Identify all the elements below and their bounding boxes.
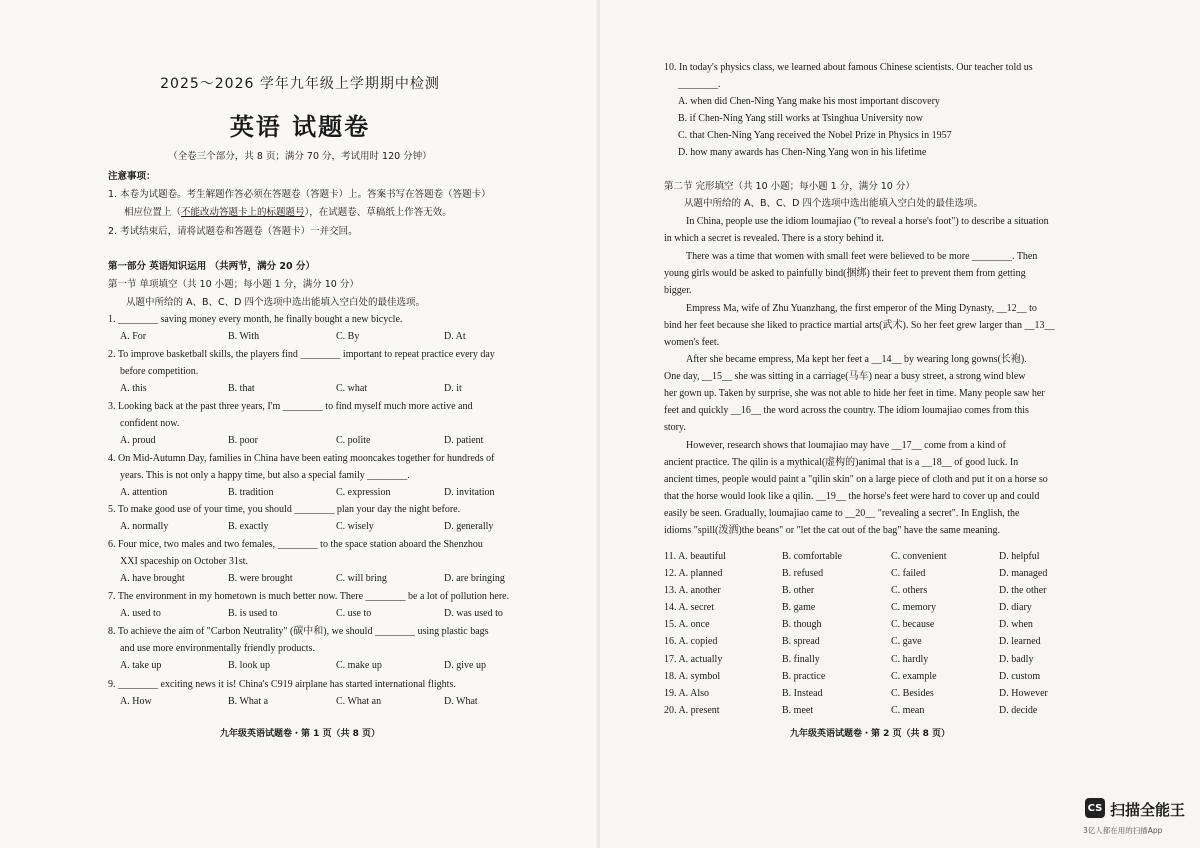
cloze-option: 11. A. beautiful <box>664 551 726 562</box>
passage-line: feet and quickly __16__ the word across the country. The idiom loumajiao comes from this <box>664 405 1029 416</box>
cloze-option: 13. A. another <box>664 585 721 596</box>
option: B. that <box>228 383 255 394</box>
exam-title: 2025～2026 学年九年级上学期期中检测 <box>160 76 440 92</box>
note-1-pre: 相应位置上（ <box>124 207 182 218</box>
question-7-stem: 7. The environment in my hometown is much better now. There ________ be a lot of pollution here. <box>108 591 510 602</box>
option: D. What <box>444 696 478 707</box>
cloze-option: B. meet <box>782 705 814 716</box>
option: A. normally <box>120 521 169 532</box>
passage-line: Empress Ma, wife of Zhu Yuanzhang, the first emperor of the Ming Dynasty, __12__ to <box>686 303 1037 314</box>
cloze-option: 18. A. symbol <box>664 671 721 682</box>
option: B. poor <box>228 435 258 446</box>
passage-line: easily be seen. Gradually, loumajiao came to __20__ "revealing a secret". In English, the <box>664 508 1020 519</box>
option: A. used to <box>120 608 161 619</box>
cloze-option: C. gave <box>891 636 922 647</box>
question-10-stem-cont: ________. <box>678 79 721 90</box>
option: A. proud <box>120 435 156 446</box>
option: B. were brought <box>228 573 293 584</box>
option: D. At <box>444 331 466 342</box>
question-6-stem-cont: XXI spaceship on October 31st. <box>120 556 249 567</box>
question-8-stem: 8. To achieve the aim of "Carbon Neutrality" (碳中和), we should ________ using plastic bags <box>108 626 489 637</box>
passage-line: bind her feet because she liked to practice martial arts(武术). So her feet grew larger than __13__ <box>664 320 1055 331</box>
part1-heading: 第一部分 英语知识运用 （共两节，满分 20 分） <box>108 261 315 272</box>
cloze-option: B. game <box>782 602 816 613</box>
watermark-name: 扫描全能王 <box>1110 801 1186 819</box>
option: B. tradition <box>228 487 274 498</box>
note-1: 1. 本卷为试题卷。考生解题作答必须在答题卷（答题卡）上。答案书写在答题卷（答题卡） <box>108 189 491 200</box>
cloze-option: D. when <box>999 619 1033 630</box>
cloze-option: 17. A. actually <box>664 654 723 665</box>
cloze-option: C. others <box>891 585 928 596</box>
question-10-option-c: C. that Chen-Ning Yang received the Nobel Prize in Physics in 1957 <box>678 130 952 141</box>
question-10-option-b: B. if Chen-Ning Yang still works at Tsinghua University now <box>678 113 923 124</box>
note-2: 2. 考试结束后，请将试题卷和答题卷（答题卡）一并交回。 <box>108 226 358 237</box>
note-1-underlined: 不能改动答题卡上的标题题号 <box>181 207 305 218</box>
cloze-option: B. finally <box>782 654 820 665</box>
option: B. What a <box>228 696 269 707</box>
question-10-option-a: A. when did Chen-Ning Yang make his most important discovery <box>678 96 940 107</box>
cloze-option: D. badly <box>999 654 1034 665</box>
option: A. take up <box>120 660 162 671</box>
passage-line: idioms "spill(泼洒)the beans" or "let the cat out of the bag" have the same meaning. <box>664 525 1000 536</box>
section2-instruction: 从题中所给的 A、B、C、D 四个选项中选出能填入空白处的最佳选项。 <box>684 198 984 209</box>
question-3-stem-cont: confident now. <box>120 418 180 429</box>
question-10-option-d: D. how many awards has Chen-Ning Yang won in his lifetime <box>678 147 927 158</box>
option: C. will bring <box>336 573 387 584</box>
passage-line: In China, people use the idiom loumajiao ("to reveal a horse's foot") to describe a situation <box>686 216 1049 227</box>
option: D. give up <box>444 660 486 671</box>
cloze-option: C. because <box>891 619 935 630</box>
notes-heading: 注意事项： <box>108 171 156 182</box>
option: B. exactly <box>228 521 269 532</box>
cloze-option: C. memory <box>891 602 936 613</box>
cloze-option: D. the other <box>999 585 1047 596</box>
cloze-option: B. refused <box>782 568 824 579</box>
cloze-option: B. though <box>782 619 822 630</box>
passage-line: ancient practice. The qilin is a mythical(虚构的)animal that is a __18__ of good luck. In <box>664 457 1019 468</box>
option: A. have brought <box>120 573 185 584</box>
cloze-option: D. managed <box>999 568 1048 579</box>
cloze-option: D. diary <box>999 602 1032 613</box>
option: D. was used to <box>444 608 503 619</box>
option: C. expression <box>336 487 391 498</box>
option: C. what <box>336 383 368 394</box>
question-3-stem: 3. Looking back at the past three years, I'm ________ to find myself much more active and <box>108 401 473 412</box>
option: B. is used to <box>228 608 278 619</box>
cloze-option: B. Instead <box>782 688 823 699</box>
passage-line: One day, __15__ she was sitting in a carriage(马车) near a busy street, a strong wind blew <box>664 371 1026 382</box>
option: C. make up <box>336 660 382 671</box>
exam-info: （全卷三个部分，共 8 页；满分 70 分，考试用时 120 分钟） <box>168 151 432 162</box>
section1-heading: 第一节 单项填空（共 10 小题；每小题 1 分，满分 10 分） <box>108 279 359 290</box>
cloze-option: C. hardly <box>891 654 929 665</box>
cloze-option: B. practice <box>782 671 826 682</box>
question-5-stem: 5. To make good use of your time, you should ________ plan your day the night before. <box>108 504 461 515</box>
passage-line: young girls would be asked to painfully bind(捆绑) their feet to prevent them from getting <box>664 268 1026 279</box>
passage-line: in which a secret is revealed. There is a story behind it. <box>664 233 885 244</box>
option: A. How <box>120 696 152 707</box>
question-9-stem: 9. ________ exciting news it is! China's C919 airplane has started international flights. <box>108 679 456 690</box>
passage-line: After she became empress, Ma kept her feet a __14__ by wearing long gowns(长袍). <box>686 354 1027 365</box>
option: D. generally <box>444 521 494 532</box>
option: C. What an <box>336 696 382 707</box>
question-1-stem: 1. ________ saving money every month, he finally bought a new bicycle. <box>108 314 403 325</box>
passage-line: ancient times, people would paint a "qilin skin" on a large piece of cloth and put it on a horse so <box>664 474 1048 485</box>
passage-line: that the horse would look like a qilin. __19__ the horse's feet were hard to cover up and could <box>664 491 1040 502</box>
option: B. With <box>228 331 260 342</box>
question-10-stem: 10. In today's physics class, we learned about famous Chinese scientists. Our teacher told us <box>664 62 1033 73</box>
section1-instruction: 从题中所给的 A、B、C、D 四个选项中选出能填入空白处的最佳选项。 <box>126 297 426 308</box>
option: A. attention <box>120 487 168 498</box>
option: A. For <box>120 331 147 342</box>
option: D. invitation <box>444 487 495 498</box>
cloze-option: 19. A. Also <box>664 688 710 699</box>
question-2-stem: 2. To improve basketball skills, the players find ________ important to repeat practice every day <box>108 349 495 360</box>
cloze-option: 12. A. planned <box>664 568 723 579</box>
cloze-option: B. other <box>782 585 815 596</box>
option: C. use to <box>336 608 372 619</box>
option: B. look up <box>228 660 270 671</box>
cloze-option: D. custom <box>999 671 1041 682</box>
option: C. By <box>336 331 360 342</box>
question-6-stem: 6. Four mice, two males and two females, ________ to the space station aboard the Shenzhou <box>108 539 483 550</box>
note-1-post: ），在试题卷、草稿纸上作答无效。 <box>304 207 452 218</box>
question-2-stem-cont: before competition. <box>120 366 199 377</box>
question-4-stem-cont: years. This is not only a happy time, but also a special family ________. <box>120 470 410 481</box>
cloze-option: D. decide <box>999 705 1038 716</box>
passage-line: bigger. <box>664 285 692 296</box>
passage-line: her gown up. Taken by surprise, she was not able to hide her feet in time. Many people saw her <box>664 388 1045 399</box>
cloze-option: D. learned <box>999 636 1041 647</box>
cloze-option: 16. A. copied <box>664 636 718 647</box>
footer-page-1: 九年级英语试题卷・第 1 页（共 8 页） <box>219 729 381 739</box>
watermark-tagline: 3亿人都在用的扫描App <box>1083 826 1163 835</box>
cloze-option: C. mean <box>891 705 925 716</box>
cloze-option: D. helpful <box>999 551 1040 562</box>
option: D. are bringing <box>444 573 505 584</box>
passage-line: However, research shows that loumajiao may have __17__ come from a kind of <box>686 440 1006 451</box>
option: A. this <box>120 383 147 394</box>
cloze-option: B. comfortable <box>782 551 842 562</box>
passage-line: There was a time that women with small feet were believed to be more ________. Then <box>686 251 1038 262</box>
passage-line: story. <box>664 422 686 433</box>
note-1-cont <box>124 206 452 219</box>
cloze-option: 14. A. secret <box>664 602 714 613</box>
cloze-option: B. spread <box>782 636 820 647</box>
cloze-option: C. Besides <box>891 688 934 699</box>
cloze-option: D. However <box>999 688 1048 699</box>
camscanner-logo-icon: CS <box>1085 798 1105 818</box>
page-2 <box>600 0 1200 848</box>
option: D. patient <box>444 435 484 446</box>
main-title: 英语 试题卷 <box>229 113 371 141</box>
cloze-option: 15. A. once <box>664 619 710 630</box>
option: C. wisely <box>336 521 374 532</box>
option: D. it <box>444 383 462 394</box>
section2-heading: 第二节 完形填空（共 10 小题；每小题 1 分，满分 10 分） <box>664 181 915 192</box>
cloze-option: C. convenient <box>891 551 947 562</box>
option: C. polite <box>336 435 371 446</box>
footer-page-2: 九年级英语试题卷・第 2 页（共 8 页） <box>789 729 951 739</box>
cloze-option: C. example <box>891 671 937 682</box>
passage-line: women's feet. <box>664 337 720 348</box>
question-8-stem-cont: and use more environmentally friendly products. <box>120 643 315 654</box>
cloze-option: C. failed <box>891 568 926 579</box>
cloze-option: 20. A. present <box>664 705 720 716</box>
question-4-stem: 4. On Mid-Autumn Day, families in China have been eating mooncakes together for hundreds of <box>108 453 495 464</box>
